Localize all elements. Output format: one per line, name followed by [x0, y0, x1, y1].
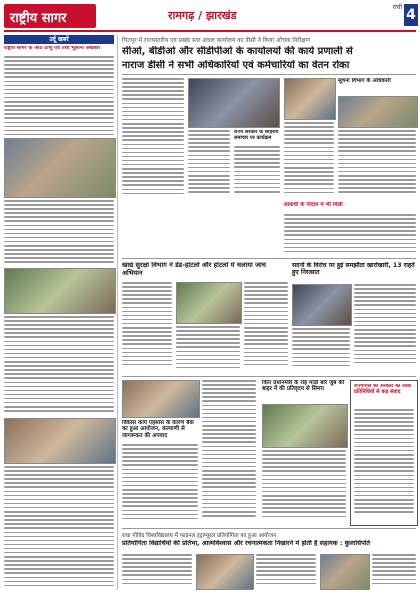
banner-body-3 [244, 282, 288, 372]
bottom-photo-1 [196, 554, 254, 590]
lead-body-col2 [188, 130, 230, 198]
banner-headline: खाद्य सुरक्षा विभाग ने डेड-होटलों और होटलों में चलाया जांच अभियान [122, 262, 266, 277]
story-f-photo [262, 404, 348, 448]
lower-rule [122, 376, 416, 377]
left-story-body-2 [4, 200, 114, 266]
column-divider [117, 35, 118, 590]
masthead-text: राष्ट्रीय सागर [10, 11, 67, 26]
story-b-body [234, 146, 280, 198]
banner-body-2 [176, 326, 240, 372]
bottom-kicker: राधा गोविंद विश्वविद्यालय में फाइनल इंट्राम्यूरल प्रतियोगिता का हुआ आयोजन [122, 533, 277, 539]
story-c-headline: सूचना विभाग के अधिकारी [338, 78, 391, 84]
lead-headline-line2: नाराज डीसी ने सभी अधिकारियों एवं कर्मचारियों का वेतन रोका [122, 60, 350, 71]
right-headline: सदनों के विरोध पर हुई समझौता खारोखारी, 13 राहतें हुए निरत्सात [292, 262, 415, 277]
left-story-body [4, 56, 114, 136]
right-body-2 [292, 328, 350, 372]
left-story-body-4 [4, 466, 114, 590]
mid-lower-body [202, 380, 256, 524]
left-photo-women [4, 268, 116, 314]
header-rule [4, 30, 416, 32]
left-photo-1 [4, 138, 116, 198]
section-title: रामगढ़ / झारखंड [168, 9, 237, 22]
bottom-headline: प्रतियोगिता विद्यार्थियों की प्रतिभा, आत्मविश्वास और रचनात्मकता निखारने में होती है सहायक : कुलाधिपति [122, 540, 371, 547]
lead-headline-line1: सीओ, बीडीओ और सीडीपीओ के कार्यालयों की कार्य प्रणाली से [122, 46, 353, 57]
banner-body-1 [122, 282, 172, 372]
bottom-photo-2 [320, 554, 370, 590]
page-header [0, 0, 420, 34]
lead-photo [188, 78, 280, 128]
bottom-body-2 [256, 554, 316, 590]
bottom-body-3 [372, 554, 416, 590]
left-photo-3 [4, 418, 116, 464]
story-g-box [350, 380, 418, 526]
story-f-headline: विता प्रधानमंत्री के राह मांडी बार जुंब की बाहर में की प्रतिवृदय से सिमरा [262, 380, 345, 393]
banner-photo [176, 282, 242, 324]
date-line: रांची [392, 4, 402, 11]
story-d-body [284, 214, 416, 254]
left-story-headline: राष्ट्रीय सागर के आठ ठाणु एवं तथा भूलाना अखबारे [4, 46, 101, 51]
lead-body-col3 [284, 122, 334, 198]
story-g-headline: राज्यपाल की सरकार की लोक प्रतिनिधियों से कह संवाद [354, 384, 412, 395]
right-body-1 [354, 284, 416, 372]
bottom-body-1 [122, 554, 192, 590]
left-column-tag: उर्दू खबरें [4, 35, 114, 44]
lead-photo-2 [284, 78, 336, 120]
story-c-photo [338, 96, 418, 128]
banner-rule [122, 258, 416, 259]
lead-rule [122, 74, 416, 75]
bottom-rule [122, 528, 416, 529]
story-e-body [122, 444, 198, 524]
story-e-photo [122, 380, 200, 418]
masthead-logo [4, 4, 96, 28]
story-e-headline: विकास कार्य एहसास के कारण बैंक का हुआ आयोजन, कल्याणी से जागरूकत की अपवाद [122, 420, 194, 439]
story-d-headline: साकची के गोदाम में भी मिली [284, 202, 343, 208]
story-g-body [354, 409, 414, 521]
story-b-headline: राज्य सरकार के सोहराय समाचार पर कार्यक्रम [234, 130, 279, 141]
story-f-body [262, 450, 346, 524]
lead-body-col1 [122, 78, 184, 198]
left-story-body-3 [4, 316, 114, 416]
page-number: 4 [404, 4, 418, 26]
lead-kicker: चितपुर में राज्यस्तरीय एवं प्रखंड स्तर अंचल कार्यालय का डीसी ने किया औचक निरीक्षण [122, 37, 310, 44]
story-c-body [338, 130, 416, 198]
right-photo [292, 284, 352, 326]
